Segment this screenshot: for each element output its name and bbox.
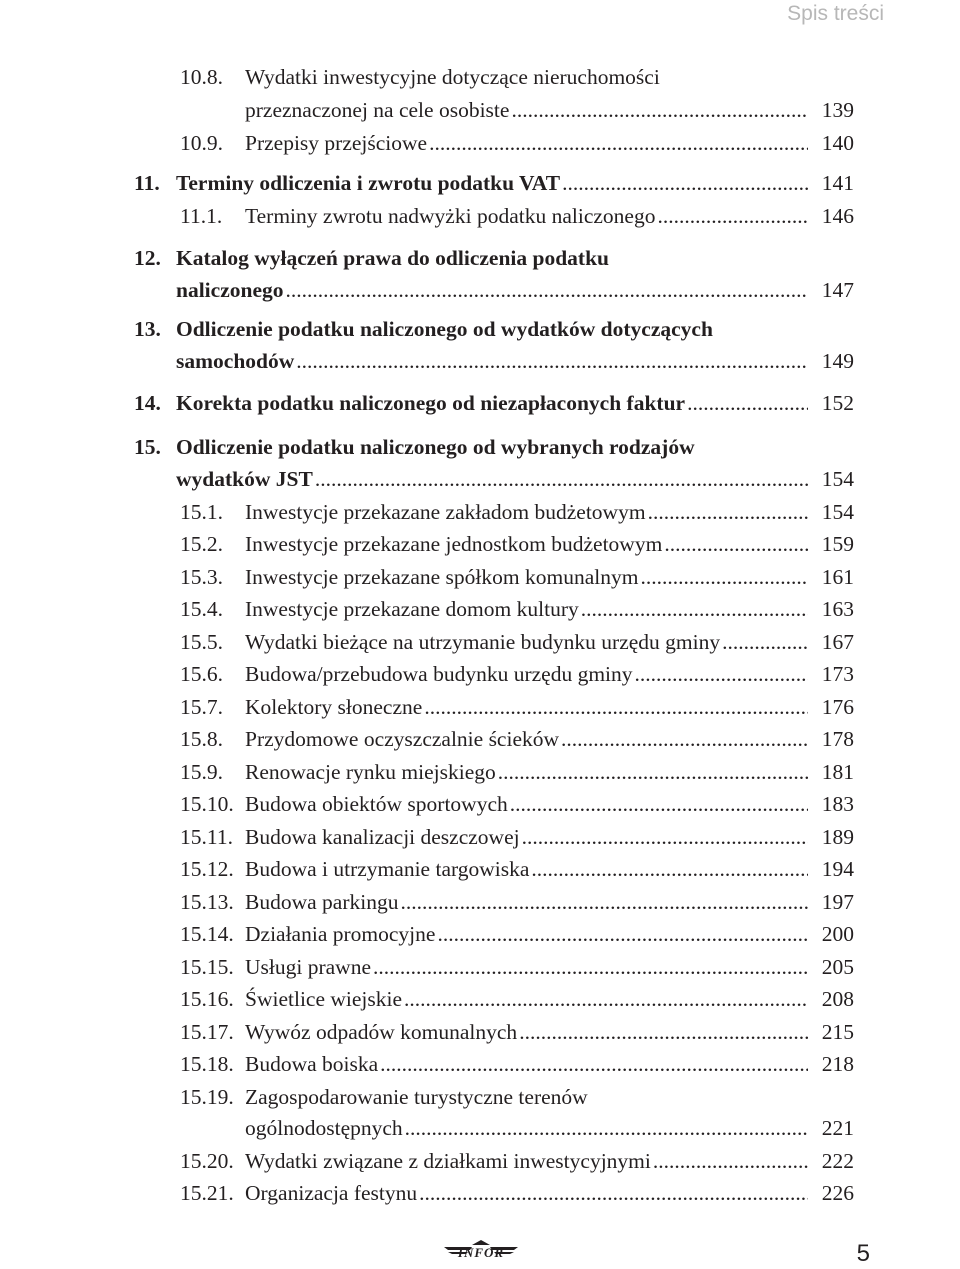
toc-entry-title: wydatków JST — [176, 467, 313, 491]
toc-entry-title: Renowacje rynku miejskiego — [245, 760, 496, 784]
toc-entry-page: 222 — [821, 1149, 854, 1173]
toc-entry-title: Korekta podatku naliczonego od niezapłaconych faktur — [176, 391, 686, 415]
toc-entry-number: 15.7. — [180, 695, 223, 719]
toc-entry-title: Wywóz odpadów komunalnych — [245, 1020, 518, 1044]
toc-entry-title: Katalog wyłączeń prawa do odliczenia podatku — [176, 246, 610, 270]
toc-entry-page: 183 — [821, 792, 854, 816]
toc-entry-number: 10.8. — [180, 65, 223, 89]
toc-entry-title: Inwestycje przekazane jednostkom budżetowym — [245, 532, 663, 556]
dot-leader — [286, 275, 809, 305]
page-number: 5 — [856, 1240, 870, 1267]
dot-leader — [640, 562, 808, 592]
toc-entry-title: Kolektory słoneczne — [245, 695, 423, 719]
toc-entry-title: Świetlice wiejskie — [245, 987, 403, 1011]
toc-entry-page: 167 — [821, 630, 854, 654]
dot-leader — [429, 128, 808, 158]
dot-leader — [562, 168, 808, 198]
logo-text: INFOR — [457, 1245, 505, 1260]
toc-entry-title: Przydomowe oczyszczalnie ścieków — [245, 727, 560, 751]
dot-leader — [664, 529, 808, 559]
toc-entry-number: 15.10. — [180, 792, 234, 816]
toc-entry-title: Wydatki związane z działkami inwestycyjnymi — [245, 1149, 651, 1173]
dot-leader — [419, 1178, 808, 1208]
toc-entry-page: 140 — [821, 131, 854, 155]
toc-entry-page: 218 — [821, 1052, 854, 1076]
toc-entry-number: 15. — [134, 435, 161, 459]
dot-leader — [405, 1113, 808, 1143]
toc-entry-number: 15.4. — [180, 597, 223, 621]
toc-entry-page: 189 — [821, 825, 854, 849]
toc-entry-number: 15.18. — [180, 1052, 234, 1076]
toc-entry-number: 15.11. — [180, 825, 233, 849]
toc-entry-title: Zagospodarowanie turystyczne terenów — [245, 1085, 588, 1109]
dot-leader — [531, 854, 808, 884]
dot-leader — [522, 822, 808, 852]
toc-entry-page: 181 — [821, 760, 854, 784]
toc-entry-number: 14. — [134, 391, 161, 415]
toc-entry-number: 15.19. — [180, 1085, 234, 1109]
toc-entry-page: 221 — [821, 1116, 854, 1140]
toc-entry-title: przeznaczonej na cele osobiste — [245, 98, 510, 122]
toc-entry-number: 15.3. — [180, 565, 223, 589]
toc-entry-page: 176 — [821, 695, 854, 719]
toc-entry-page: 197 — [821, 890, 854, 914]
toc-entry-number: 15.16. — [180, 987, 234, 1011]
toc-entry-title: Inwestycje przekazane domom kultury — [245, 597, 579, 621]
toc-entry-page: 159 — [821, 532, 854, 556]
dot-leader — [722, 627, 808, 657]
dot-leader — [424, 692, 808, 722]
toc-entry-title: Budowa kanalizacji deszczowej — [245, 825, 520, 849]
toc-entry-number: 15.20. — [180, 1149, 234, 1173]
toc-entry-title: Budowa parkingu — [245, 890, 399, 914]
toc-entry-page: 154 — [821, 500, 854, 524]
dot-leader — [635, 659, 808, 689]
dot-leader — [581, 594, 808, 624]
dot-leader — [380, 1049, 808, 1079]
toc-entry-title: Wydatki bieżące na utrzymanie budynku urzędu gminy — [245, 630, 721, 654]
dot-leader — [315, 464, 808, 494]
dot-leader — [373, 952, 808, 982]
toc-entry-page: 152 — [821, 391, 854, 415]
toc-entry-page: 161 — [821, 565, 854, 589]
toc-entry-title: Terminy zwrotu nadwyżki podatku naliczonego — [245, 204, 656, 228]
toc-entry-number: 11.1. — [180, 204, 223, 228]
toc-entry-number: 15.1. — [180, 500, 223, 524]
toc-entry-page: 215 — [821, 1020, 854, 1044]
toc-entry-number: 15.14. — [180, 922, 234, 946]
toc-entry-page: 208 — [821, 987, 854, 1011]
toc-entry-title: Budowa boiska — [245, 1052, 379, 1076]
toc-entry-number: 10.9. — [180, 131, 223, 155]
toc-entry-number: 15.2. — [180, 532, 223, 556]
dot-leader — [561, 724, 808, 754]
toc-entry-title: Przepisy przejściowe — [245, 131, 428, 155]
toc-entry-title: Budowa obiektów sportowych — [245, 792, 508, 816]
toc-entry-number: 15.8. — [180, 727, 223, 751]
toc-entry-number: 15.12. — [180, 857, 234, 881]
dot-leader — [511, 95, 808, 125]
toc-entry-title: Organizacja festynu — [245, 1181, 418, 1205]
toc-entry-page: 141 — [821, 171, 854, 195]
toc-entry-title: Odliczenie podatku naliczonego od wydatków dotyczących — [176, 317, 713, 341]
toc-entry-title: Usługi prawne — [245, 955, 371, 979]
toc-entry-number: 15.17. — [180, 1020, 234, 1044]
dot-leader — [296, 346, 808, 376]
toc-entry-number: 15.15. — [180, 955, 234, 979]
running-header: Spis treści — [787, 2, 884, 25]
dot-leader — [404, 984, 808, 1014]
toc-entry-page: 205 — [821, 955, 854, 979]
toc-entry-title: Budowa i utrzymanie targowiska — [245, 857, 530, 881]
toc-entry-page: 200 — [821, 922, 854, 946]
toc-entry-number: 13. — [134, 317, 161, 341]
dot-leader — [437, 919, 808, 949]
toc-entry-title: samochodów — [176, 349, 295, 373]
toc-entry-number: 15.9. — [180, 760, 223, 784]
toc-entry-title: Działania promocyjne — [245, 922, 436, 946]
dot-leader — [519, 1017, 808, 1047]
toc-entry-page: 226 — [821, 1181, 854, 1205]
toc-entry-title: Inwestycje przekazane zakładom budżetowym — [245, 500, 646, 524]
toc-entry-page: 154 — [821, 467, 854, 491]
dot-leader — [400, 887, 808, 917]
toc-entry-page: 178 — [821, 727, 854, 751]
toc-entry-page: 149 — [821, 349, 854, 373]
dot-leader — [687, 388, 808, 418]
dot-leader — [657, 201, 808, 231]
toc-entry-number: 11. — [134, 171, 160, 195]
publisher-logo — [442, 1239, 520, 1261]
toc-entry-title: naliczonego — [176, 278, 284, 302]
toc-entry-page: 194 — [821, 857, 854, 881]
dot-leader — [653, 1146, 808, 1176]
toc-entry-number: 12. — [134, 246, 161, 270]
toc-entry-number: 15.5. — [180, 630, 223, 654]
toc-entry-page: 163 — [821, 597, 854, 621]
toc-entry-page: 173 — [821, 662, 854, 686]
dot-leader — [648, 497, 808, 527]
toc-entry-title: Wydatki inwestycyjne dotyczące nieruchomości — [245, 65, 660, 89]
dot-leader — [510, 789, 808, 819]
toc-entry-page: 146 — [821, 204, 854, 228]
dot-leader — [498, 757, 808, 787]
toc-entry-title: Odliczenie podatku naliczonego od wybranych rodzajów — [176, 435, 695, 459]
toc-entry-title: Terminy odliczenia i zwrotu podatku VAT — [176, 171, 561, 195]
toc-entry-title: Inwestycje przekazane spółkom komunalnym — [245, 565, 639, 589]
toc-entry-number: 15.13. — [180, 890, 234, 914]
toc-entry-number: 15.21. — [180, 1181, 234, 1205]
toc-entry-title: Budowa/przebudowa budynku urzędu gminy — [245, 662, 633, 686]
toc-entry-page: 147 — [821, 278, 854, 302]
toc-entry-page: 139 — [821, 98, 854, 122]
toc-entry-title: ogólnodostępnych — [245, 1116, 403, 1140]
toc-entry-number: 15.6. — [180, 662, 223, 686]
